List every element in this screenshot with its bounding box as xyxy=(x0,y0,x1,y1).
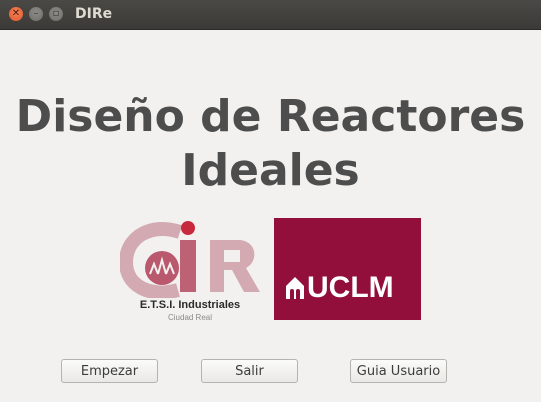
uclm-text: UCLM xyxy=(307,271,394,304)
window-title: DIRe xyxy=(75,6,113,22)
page-title-line1: Diseño de Reactores xyxy=(15,91,526,142)
cir-logo-graphic xyxy=(120,218,260,298)
start-button[interactable]: Empezar xyxy=(61,359,158,383)
page-title xyxy=(0,90,541,198)
cir-caption-city: Ciudad Real xyxy=(167,313,213,322)
cir-caption-school: E.T.S.I. Industriales xyxy=(139,299,241,311)
user-guide-button[interactable]: Guia Usuario xyxy=(350,359,447,383)
maximize-icon[interactable]: ▫ xyxy=(49,7,63,21)
castle-icon xyxy=(284,275,306,301)
uclm-logo xyxy=(274,218,421,320)
title-bar[interactable] xyxy=(0,0,541,30)
exit-button[interactable]: Salir xyxy=(201,359,298,383)
close-icon[interactable]: ✕ xyxy=(9,7,23,21)
page-title-line2: Ideales xyxy=(181,145,360,196)
cir-logo xyxy=(120,218,260,326)
minimize-icon[interactable]: – xyxy=(29,7,43,21)
